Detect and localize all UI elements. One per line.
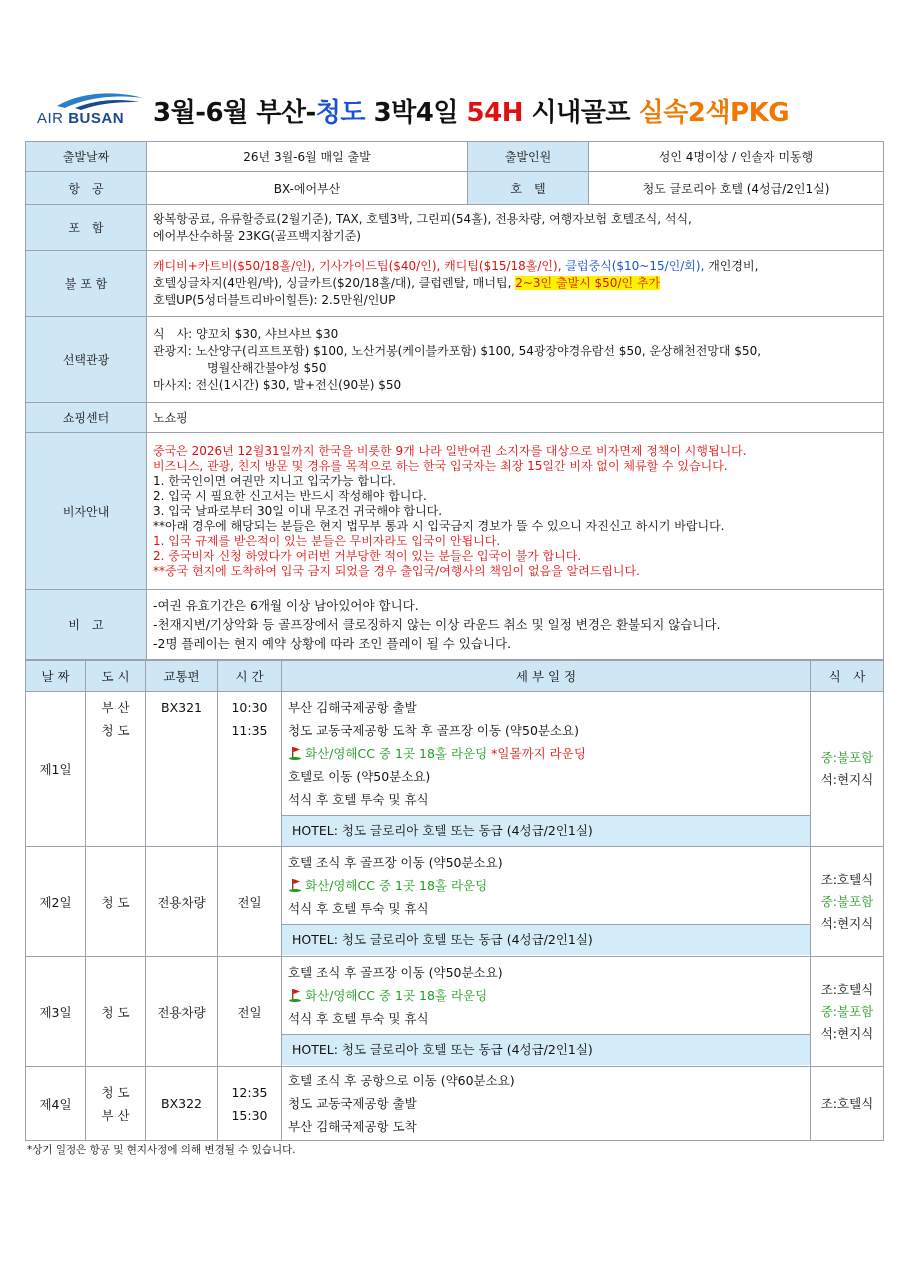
header-city: 도 시 xyxy=(86,661,146,692)
day-1-detail xyxy=(282,692,811,847)
row-visa xyxy=(26,433,884,590)
day-2-hotel: HOTEL: 청도 글로리아 호텔 또는 동급 (4성급/2인1실) xyxy=(282,924,810,955)
exclude-label: 불 포 함 xyxy=(26,251,147,317)
day-3-row xyxy=(26,957,884,1067)
day-2-meal-1: 조:호텔식 xyxy=(820,871,874,887)
title-part-b: 청도 xyxy=(315,98,366,128)
option-value xyxy=(147,317,884,403)
hotel-value: 청도 글로리아 호텔 (4성급/2인1실) xyxy=(589,172,884,205)
airline-label: 항 공 xyxy=(26,172,147,205)
day-2-golf xyxy=(288,874,804,897)
day-4-city-2: 부 산 xyxy=(101,1107,130,1123)
day-4-transport: BX322 xyxy=(146,1067,218,1141)
day-1-meal xyxy=(811,692,884,847)
day-4-label: 제4일 xyxy=(26,1067,86,1141)
day-1-flight: BX321 xyxy=(161,700,202,715)
exclude-line-2: 호텔싱글차지(4만원/박), 싱글카트($20/18홀/대), 클럽렌탈, 매너팁, xyxy=(153,276,516,290)
depart-date-label: 출발날짜 xyxy=(26,142,147,172)
visa-line-6: **아래 경우에 해당되는 분들은 현지 법무부 통과 시 입국금지 경보가 뜰 수 있으니 자진신고 하시기 바랍니다. xyxy=(153,518,725,533)
option-line-2: 관광지: 노산양구(리프트포함) $100, 노산거봉(케이블카포함) $100, 54광장야경유람선 $50, 운상해천전망대 $50, xyxy=(153,343,762,358)
golf-flag-icon xyxy=(288,988,302,1002)
day-4-meal xyxy=(811,1067,884,1141)
day-3-golf xyxy=(288,984,804,1007)
day-2-label: 제2일 xyxy=(26,847,86,957)
day-2-golf-text: 화산/영해CC 중 1곳 18홀 라운딩 xyxy=(305,878,488,893)
header-meal: 식 사 xyxy=(811,661,884,692)
title-part-f: 실속2색PKG xyxy=(638,98,790,128)
visa-line-9: **중국 현지에 도착하여 입국 금지 되었을 경우 출입국/여행사의 책임이 없음을 알려드립니다. xyxy=(153,563,640,578)
day-1-golf-note: *일몰까지 라운딩 xyxy=(487,746,586,761)
remark-value xyxy=(147,590,884,660)
day-2-transport: 전용차량 xyxy=(146,847,218,957)
hotel-label: 호 텔 xyxy=(468,172,589,205)
remark-label: 비 고 xyxy=(26,590,147,660)
day-4-time-1: 12:35 xyxy=(231,1084,268,1100)
visa-line-2: 비즈니스, 관광, 친지 방문 및 경유를 목적으로 하는 한국 입국자는 최장 15일간 비자 없이 체류할 수 있습니다. xyxy=(153,458,728,473)
day-1-city xyxy=(86,692,146,847)
visa-line-7: 1. 입국 규제를 받은적이 있는 분들은 무비자라도 입국이 안됩니다. xyxy=(153,533,501,548)
day-2-detail xyxy=(282,847,811,957)
day-3-label: 제3일 xyxy=(26,957,86,1067)
shop-label: 쇼핑센터 xyxy=(26,403,147,433)
day-4-meal-1: 조:호텔식 xyxy=(820,1095,874,1111)
itinerary-table xyxy=(25,660,884,1141)
day-3-meal-2: 중:불포함 xyxy=(820,1003,874,1019)
depart-people-value: 성인 4명이상 / 인솔자 미동행 xyxy=(589,142,884,172)
header-time: 시 간 xyxy=(218,661,282,692)
day-3-meal xyxy=(811,957,884,1067)
day-4-city-1: 청 도 xyxy=(101,1084,130,1100)
include-line-1: 왕복항공료, 유류할증료(2월기준), TAX, 호텔3박, 그린피(54홀), 전용차량, 여행자보험 호텔조식, 석식, xyxy=(153,211,692,226)
day-1-city-2: 청 도 xyxy=(101,723,130,738)
header-date: 날 짜 xyxy=(26,661,86,692)
day-1-transport xyxy=(146,692,218,847)
row-airline-hotel xyxy=(26,172,884,205)
day-3-city: 청 도 xyxy=(86,957,146,1067)
day-1-meal-2: 석:현지식 xyxy=(820,772,874,787)
itinerary-header-row xyxy=(26,661,884,692)
header-detail: 세 부 일 정 xyxy=(282,661,811,692)
day-3-line-1: 호텔 조식 후 골프장 이동 (약50분소요) xyxy=(288,965,503,980)
golf-flag-icon xyxy=(288,746,302,760)
row-include xyxy=(26,205,884,251)
exclude-red-1: 캐디비+카트비($50/18홀/인), 기사가이드팁($40/인), 캐디팁($15/18홀/인), xyxy=(153,259,562,273)
visa-value xyxy=(147,433,884,590)
day-1-row xyxy=(26,692,884,847)
day-2-meal xyxy=(811,847,884,957)
visa-label: 비자안내 xyxy=(26,433,147,590)
option-line-3: 명월산해간불야성 $50 xyxy=(207,360,327,375)
depart-people-label: 출발인원 xyxy=(468,142,589,172)
day-4-time xyxy=(218,1067,282,1141)
page-header xyxy=(25,88,883,138)
day-4-line-2: 청도 교동국제공항 출발 xyxy=(288,1096,417,1111)
day-1-line-2: 청도 교동국제공항 도착 후 골프장 이동 (약50분소요) xyxy=(288,723,580,738)
day-2-line-1: 호텔 조식 후 골프장 이동 (약50분소요) xyxy=(288,855,503,870)
row-shopping xyxy=(26,403,884,433)
logo-swoosh-icon xyxy=(55,90,145,112)
day-4-line-1: 호텔 조식 후 공항으로 이동 (약60분소요) xyxy=(288,1073,515,1088)
airline-value: BX-에어부산 xyxy=(147,172,468,205)
day-3-detail xyxy=(282,957,811,1067)
day-1-time xyxy=(218,692,282,847)
exclude-line-3: 호텔UP(5성더블트리바이힐튼): 2.5만원/인UP xyxy=(153,293,396,307)
day-2-city: 청 도 xyxy=(86,847,146,957)
remark-line-1: -여권 유효기간은 6개월 이상 남아있어야 합니다. xyxy=(153,598,419,613)
day-2-line-3: 석식 후 호텔 투숙 및 휴식 xyxy=(288,901,429,916)
day-1-label: 제1일 xyxy=(26,692,86,847)
day-1-line-4: 호텔로 이동 (약50분소요) xyxy=(288,769,431,784)
day-1-golf xyxy=(288,742,804,765)
row-exclude xyxy=(26,251,884,317)
day-3-meal-1: 조:호텔식 xyxy=(820,981,874,997)
package-info-table xyxy=(25,141,884,660)
visa-line-4: 2. 입국 시 필요한 신고서는 반드시 작성해야 합니다. xyxy=(153,488,427,503)
visa-line-3: 1. 한국인이면 여권만 지니고 입국가능 합니다. xyxy=(153,473,396,488)
visa-line-5: 3. 입국 날파로부터 30일 이내 무조건 귀국해야 합니다. xyxy=(153,503,443,518)
exclude-tail-1: 개인경비, xyxy=(704,259,759,273)
depart-date-value: 26년 3월-6월 매일 출발 xyxy=(147,142,468,172)
day-2-meal-3: 석:현지식 xyxy=(820,915,874,931)
day-3-meal-3: 석:현지식 xyxy=(820,1025,874,1041)
logo-air: AIR xyxy=(37,110,64,127)
day-1-meal-1: 중:불포함 xyxy=(820,750,874,765)
day-3-time: 전일 xyxy=(218,957,282,1067)
footnote: *상기 일정은 항공 및 현지사정에 의해 변경될 수 있습니다. xyxy=(27,1144,296,1156)
exclude-blue-1: 클럽중식($10~15/인/회), xyxy=(561,259,705,273)
day-4-row xyxy=(26,1067,884,1141)
day-1-hotel: HOTEL: 청도 글로리아 호텔 또는 동급 (4성급/2인1실) xyxy=(282,815,810,846)
include-line-2: 에어부산수하물 23KG(골프백지참기준) xyxy=(153,228,361,243)
row-depart xyxy=(26,142,884,172)
day-4-detail xyxy=(282,1067,811,1141)
day-4-time-2: 15:30 xyxy=(231,1107,268,1123)
logo-busan: BUSAN xyxy=(68,110,125,127)
option-line-1: 식 사: 양꼬치 $30, 샤브샤브 $30 xyxy=(153,326,339,341)
title-part-e: 시내골프 xyxy=(523,98,639,128)
visa-line-8: 2. 중국비자 신청 하였다가 여러번 거부당한 적이 있는 분들은 입국이 불가 합니다. xyxy=(153,548,582,563)
golf-flag-icon xyxy=(288,878,302,892)
air-busan-logo xyxy=(37,88,147,134)
day-2-time: 전일 xyxy=(218,847,282,957)
day-2-meal-2: 중:불포함 xyxy=(820,893,874,909)
exclude-value xyxy=(147,251,884,317)
day-3-line-3: 석식 후 호텔 투숙 및 휴식 xyxy=(288,1011,429,1026)
day-1-line-1: 부산 김해국제공항 출발 xyxy=(288,700,417,715)
header-transport: 교통편 xyxy=(146,661,218,692)
day-1-time-2: 11:35 xyxy=(231,723,268,738)
remark-line-2: -천재지변/기상악화 등 골프장에서 클로징하지 않는 이상 라운드 취소 및 일정 변경은 환불되지 않습니다. xyxy=(153,617,721,632)
day-1-golf-text: 화산/영해CC 중 1곳 18홀 라운딩 xyxy=(305,746,488,761)
row-remark xyxy=(26,590,884,660)
page-title xyxy=(153,92,789,129)
exclude-highlight: 2~3인 출발시 $50/인 추가 xyxy=(515,276,661,290)
day-4-city xyxy=(86,1067,146,1141)
day-3-transport: 전용차량 xyxy=(146,957,218,1067)
day-3-hotel: HOTEL: 청도 글로리아 호텔 또는 동급 (4성급/2인1실) xyxy=(282,1034,810,1065)
day-1-line-5: 석식 후 호텔 투숙 및 휴식 xyxy=(288,792,429,807)
day-4-line-3: 부산 김해국제공항 도착 xyxy=(288,1119,417,1134)
day-1-time-1: 10:30 xyxy=(231,700,268,715)
remark-line-3: -2명 플레이는 현지 예약 상황에 따라 조인 플레이 될 수 있습니다. xyxy=(153,636,512,651)
option-line-4: 마사지: 전신(1시간) $30, 발+전신(90분) $50 xyxy=(153,377,402,392)
row-option xyxy=(26,317,884,403)
include-label: 포 함 xyxy=(26,205,147,251)
title-part-a: 3월-6월 부산- xyxy=(153,98,316,128)
title-part-c: 3박4일 xyxy=(365,98,467,128)
day-2-row xyxy=(26,847,884,957)
include-value xyxy=(147,205,884,251)
option-label: 선택관광 xyxy=(26,317,147,403)
day-3-golf-text: 화산/영해CC 중 1곳 18홀 라운딩 xyxy=(305,988,488,1003)
day-1-city-1: 부 산 xyxy=(101,700,130,715)
shop-value: 노쇼핑 xyxy=(147,403,884,433)
visa-line-1: 중국은 2026년 12월31일까지 한국을 비롯한 9개 나라 일반여권 소지자를 대상으로 비자면제 정책이 시행됩니다. xyxy=(153,443,747,458)
title-part-d: 54H xyxy=(466,98,523,128)
